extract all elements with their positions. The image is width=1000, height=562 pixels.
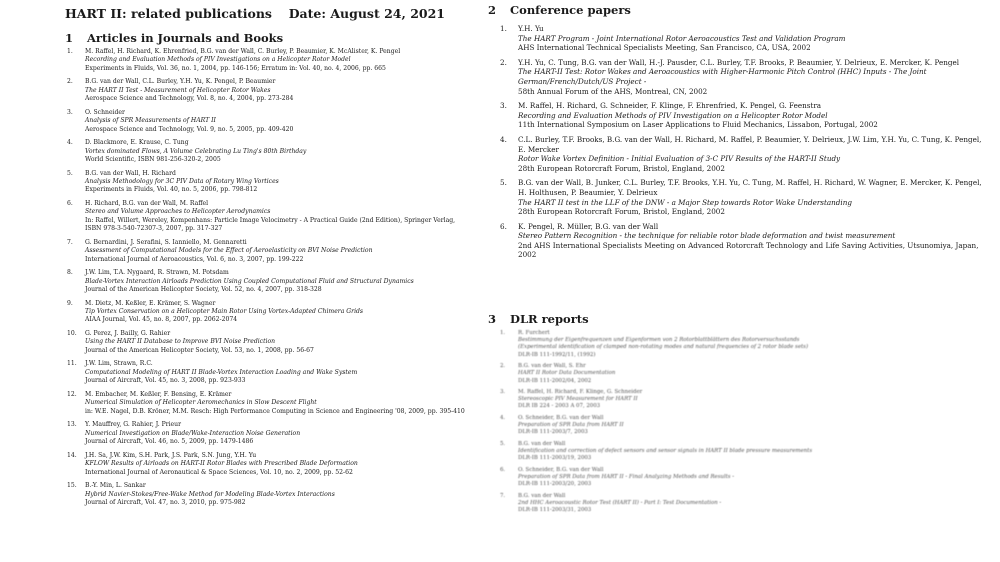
reference-title: Assessment of Computational Models for the Effect of Aeroelasticity on BVI Noise Prediction [85, 247, 373, 255]
reference-authors: O. Schneider, B.G. van der Wall [518, 414, 604, 421]
reference-title: Preparation of SPR Data from HART II [518, 422, 624, 429]
reference-number: 14. [67, 451, 77, 459]
reference-authors: O. Schneider, B.G. van der Wall [518, 466, 604, 473]
reference-item [498, 441, 818, 463]
reference-authors: B.G. van der Wall, C.L. Burley, Y.H. Yu, K. Pengel, P. Beaumier [85, 78, 276, 86]
reference-number: 10. [67, 330, 77, 338]
reference-title: KFLOW Results of Airloads on HART-II Rotor Blades with Prescribed Blade Deformation [85, 460, 358, 468]
reference-number: 15. [67, 482, 77, 490]
reference-authors: K. Pengel, R. Müller, B.G. van der Wall [518, 221, 659, 231]
reference-authors: C.L. Burley, T.F. Brooks, B.G. van der Wall, H. Richard, M. Raffel, P. Beaumier, Y. Delrieux, J.W. Lim, Y.H. Yu, C. Tung, K. Pengel, E. Mercker [518, 134, 982, 154]
journal-articles-list [65, 48, 465, 513]
reference-item [498, 467, 818, 489]
reference-item [498, 58, 986, 96]
reference-number: 12. [67, 390, 77, 398]
reference-venue: Journal of the American Helicopter Society, Vol. 52, no. 4, 2007, pp. 318-328 [85, 286, 322, 294]
reference-authors: J.H. Sa, J.W. Kim, S.H. Park, J.S. Park, S.N. Jung, Y.H. Yu [85, 451, 257, 459]
reference-title: Stereo Pattern Recognition - the technique for reliable rotor blade deformation and twist measurement [518, 231, 896, 241]
reference-title: Rotor Wake Vortex Definition - Initial Evaluation of 3-C PIV Results of the HART-II Study [518, 154, 841, 164]
reference-title: HART II Rotor Data Documentation [518, 370, 616, 377]
reference-venue: In: Raffel, Willert, Wereley, Kompenhans: Particle Image Velocimetry - A Practical Guide (2nd Edition), Springer Verlag, ISBN 978-3-540-72307-3, 2007, pp. 317-327 [85, 216, 456, 233]
reference-title: Preparation of SPR Data from HART II - Final Analyzing Methods and Results - [518, 473, 735, 480]
reference-authors: O. Schneider [85, 108, 125, 116]
reference-authors: G. Bernardini, J. Serafini, S. Ianniello, M. Gennaretti [85, 238, 247, 246]
reference-number: 11. [67, 360, 77, 368]
reference-title: Analysis of SPR Measurements of HART II [85, 117, 216, 125]
reference-number: 6. [500, 221, 507, 231]
reference-number: 13. [67, 421, 77, 429]
reference-number: 4. [500, 414, 506, 421]
reference-title: Blade-Vortex Interaction Airloads Prediction Using Coupled Computational Fluid and Structural Dynamics [85, 277, 414, 285]
reference-item [498, 330, 818, 359]
reference-authors: B.G. van der Wall [518, 492, 566, 499]
reference-item [65, 78, 465, 103]
reference-number: 1. [500, 330, 506, 336]
section-heading: 2 Conference papers [488, 3, 631, 17]
reference-venue: 2nd AHS International Specialists Meeting on Advanced Rotorcraft Technology and Life Saving Activities, Utsunomiya, Japan, 2002 [518, 240, 979, 260]
reference-authors: M. Raffel, H. Richard, F. Klinge, G. Schneider [518, 389, 643, 396]
reference-item [65, 360, 465, 385]
reference-number: 7. [67, 238, 73, 246]
section-heading: 1 Articles in Journals and Books [65, 31, 284, 45]
reference-item [65, 200, 465, 234]
reference-title: Identification and correction of defect sensors and sensor signals in HART II blade pressure measurements [518, 448, 813, 455]
dlr-reports-list [498, 330, 818, 519]
reference-item [498, 389, 818, 411]
reference-title: Analysis Methodology for 3C PIV Data of Rotary Wing Vortices [85, 178, 279, 186]
reference-authors: M. Dietz, M. Keßler, E. Krämer, S. Wagner [85, 299, 216, 307]
reference-authors: B.G. van der Wall, H. Richard [85, 169, 176, 177]
reference-venue: Journal of Aircraft, Vol. 45, no. 3, 2008, pp. 923-933 [85, 377, 246, 385]
reference-venue: DLR-IB 111-2003/31, 2003 [518, 507, 592, 514]
reference-number: 7. [500, 492, 506, 499]
reference-authors: Y. Mauffrey, G. Rahier, J. Prieur [85, 421, 181, 429]
reference-authors: G. Perez, J. Bailly, G. Rahier [85, 330, 171, 338]
reference-item [65, 269, 465, 294]
document-date: Date: August 24, 2021 [288, 6, 445, 21]
reference-item [498, 415, 818, 437]
reference-venue: International Journal of Aeronautical & Space Sciences, Vol. 10, no. 2, 2009, pp. 52-62 [85, 468, 353, 476]
reference-number: 1. [67, 48, 73, 55]
reference-number: 4. [500, 134, 507, 144]
reference-venue: International Journal of Aeroacoustics, Vol. 6, no. 3, 2007, pp. 199-222 [85, 255, 304, 263]
reference-number: 6. [500, 466, 506, 473]
reference-item [498, 178, 986, 216]
reference-title: Stereo and Volume Approaches to Helicopter Aerodynamics [85, 208, 271, 216]
reference-venue: DLR IB 224 - 2003 A 07, 2003 [518, 403, 601, 410]
reference-venue: Journal of Aircraft, Vol. 46, no. 5, 2009, pp. 1479-1486 [85, 438, 254, 446]
reference-title: Recording and Evaluation Methods of PIV Investigation on a Helicopter Rotor Model [518, 110, 828, 120]
reference-item [65, 139, 465, 164]
reference-venue: 11th International Symposium on Laser Applications to Fluid Mechanics, Lissabon, Portugal, 2002 [518, 120, 878, 130]
reference-venue: World Scientific, ISBN 981-256-320-2, 2005 [85, 156, 221, 164]
reference-number: 4. [67, 139, 73, 147]
reference-authors: J.W. Lim, Strawn, R.C. [85, 360, 153, 368]
reference-title: Bestimmung der Eigenfrequenzen und Eigenformen von 2 Rotorblattblättern des Rotorversuchsstands (Experimental identification of clamped non-rotating modes and natural frequencies of 2 rotor blade sets) [518, 337, 809, 351]
reference-venue: DLR-IB 111-2003/20, 2003 [518, 481, 592, 488]
reference-item [65, 239, 465, 264]
reference-title: Using the HART II Database to Improve BVI Noise Prediction [85, 338, 276, 346]
reference-title: Computational Modeling of HART II Blade-Vortex Interaction Loading and Wake System [85, 368, 358, 376]
reference-authors: Y.H. Yu, C. Tung, B.G. van der Wall, H.-J. Pausder, C.L. Burley, T.F. Brooks, P. Beaumier, Y. Delrieux, E. Mercker, K. Pengel [518, 57, 960, 67]
reference-number: 2. [67, 78, 73, 86]
reference-venue: Journal of the American Helicopter Society, Vol. 53, no. 1, 2008, pp. 56-67 [85, 346, 314, 354]
reference-item [65, 421, 465, 446]
reference-venue: DLR-IB 111-2003/7, 2003 [518, 429, 588, 436]
reference-number: 5. [67, 169, 73, 177]
reference-venue: Experiments in Fluids, Vol. 40, no. 5, 2006, pp. 798-812 [85, 186, 258, 194]
reference-title: Numerical Investigation on Blade/Wake-Interaction Noise Generation [85, 429, 301, 437]
reference-venue: AHS International Technical Specialists Meeting, San Francisco, CA, USA, 2002 [518, 43, 811, 53]
reference-venue: Experiments in Fluids, Vol. 36, no. 1, 2004, pp. 146-156; Erratum in: Vol. 40, no. 4, 2006, pp. 665 [85, 64, 386, 72]
reference-venue: DLR-IB 111-1992/11, (1992) [518, 351, 596, 358]
reference-authors: M. Embacher, M. Keßler, F. Bensing, E. Krämer [85, 390, 232, 398]
reference-authors: M. Raffel, H. Richard, G. Schneider, F. Klinge, F. Ehrenfried, K. Pengel, G. Feenstra [518, 101, 822, 111]
reference-authors: B.G. van der Wall, B. Junker, C.L. Burley, T.F. Brooks, Y.H. Yu, C. Tung, M. Raffel, H. Richard, W. Wagner, E. Mercker, K. Pengel, H. Holthusen, P. Beaumier, Y. Delrieux [518, 178, 982, 197]
reference-authors: B.G. van der Wall [518, 440, 566, 447]
reference-number: 5. [500, 178, 507, 188]
reference-item [65, 482, 465, 507]
reference-number: 5. [500, 440, 506, 447]
reference-authors: B.G. van der Wall, S. Ehr [518, 363, 586, 370]
reference-venue: Aerospace Science and Technology, Vol. 8, no. 4, 2004, pp. 273-284 [85, 95, 294, 103]
document-title: HART II: related publications [65, 6, 272, 21]
reference-item [498, 363, 818, 385]
reference-title: The HART Program - Joint International Rotor Aeroacoustics Test and Validation Program [518, 33, 846, 43]
reference-title: The HART-II Test: Rotor Wakes and Aeroacoustics with Higher-Harmonic Pitch Control (HHC) Inputs - The Joint German/French/Dutch/US Project - [518, 67, 927, 86]
document-header [65, 6, 445, 22]
reference-item [498, 222, 986, 260]
reference-venue: Aerospace Science and Technology, Vol. 9, no. 5, 2005, pp. 409-420 [85, 125, 294, 133]
reference-item [65, 300, 465, 325]
reference-venue: in: W.E. Nagel, D.B. Kröner, M.M. Resch: High Performance Computing in Science and Engineering '08, 2009, pp. 395-410 [85, 407, 465, 415]
reference-item [498, 24, 986, 53]
reference-authors: B.-Y. Min, L. Sankar [85, 482, 146, 490]
reference-number: 3. [67, 108, 73, 116]
reference-venue: 28th European Rotorcraft Forum, Bristol, England, 2002 [518, 207, 725, 217]
reference-title: Vortex dominated Flows, A Volume Celebrating Lu Ting's 80th Birthday [85, 147, 307, 155]
reference-venue: 28th European Rotorcraft Forum, Bristol, England, 2002 [518, 163, 725, 173]
section-heading: 3 DLR reports [488, 312, 589, 326]
reference-authors: H. Richard, B.G. van der Wall, M. Raffel [85, 200, 209, 208]
reference-title: Recording and Evaluation Methods of PIV Investigations on a Helicopter Rotor Model [85, 56, 351, 64]
reference-authors: D. Blackmore, E. Krause, C. Tung [85, 139, 189, 147]
conference-papers-list [498, 24, 986, 265]
reference-title: Hybrid Navier-Stokes/Free-Wake Method for Modeling Blade-Vortex Interactions [85, 490, 335, 498]
reference-title: Stereoscopic PIV Measurement for HART II [518, 396, 638, 403]
reference-number: 2. [500, 57, 507, 67]
reference-venue: 58th Annual Forum of the AHS, Montreal, CN, 2002 [518, 86, 708, 96]
reference-authors: M. Raffel, H. Richard, K. Ehrenfried, B.G. van der Wall, C. Burley, P. Beaumier, K. McAlister, K. Pengel [85, 48, 401, 55]
reference-venue: AIAA Journal, Vol. 45, no. 8, 2007, pp. 2062-2074 [85, 316, 238, 324]
reference-item [498, 101, 986, 130]
reference-item [65, 48, 465, 73]
reference-number: 3. [500, 101, 507, 111]
reference-item [65, 452, 465, 477]
reference-authors: Y.H. Yu [518, 24, 544, 33]
reference-number: 3. [500, 389, 506, 396]
reference-title: Numerical Simulation of Helicopter Aeromechanics in Slow Descent Flight [85, 399, 317, 407]
reference-venue: DLR-IB 111-2003/19, 2003 [518, 455, 592, 462]
reference-title: The HART II test in the LLF of the DNW - a Major Step towards Rotor Wake Understanding [518, 197, 852, 207]
reference-title: The HART II Test - Measurement of Helicopter Rotor Wakes [85, 86, 271, 94]
reference-title: Tip Vortex Conservation on a Helicopter Main Rotor Using Vortex-Adapted Chimera Grids [85, 308, 364, 316]
reference-item [498, 493, 818, 515]
reference-venue: DLR-IB 111-2002/04, 2002 [518, 377, 592, 384]
reference-item [65, 109, 465, 134]
reference-number: 2. [500, 363, 506, 370]
reference-number: 1. [500, 24, 507, 33]
reference-authors: J.W. Lim, T.A. Nygaard, R. Strawn, M. Potsdam [85, 269, 229, 277]
reference-item [65, 170, 465, 195]
reference-item [65, 391, 465, 416]
reference-number: 8. [67, 269, 73, 277]
reference-title: 2nd HHC Aeroacoustic Rotor Test (HART II) - Part I: Test Documentation - [518, 499, 722, 506]
reference-item [498, 135, 986, 173]
reference-item [65, 330, 465, 355]
reference-venue: Journal of Aircraft, Vol. 47, no. 3, 2010, pp. 975-982 [85, 498, 246, 506]
reference-number: 6. [67, 200, 73, 208]
reference-number: 9. [67, 299, 73, 307]
reference-authors: R. Furchert [518, 330, 550, 336]
